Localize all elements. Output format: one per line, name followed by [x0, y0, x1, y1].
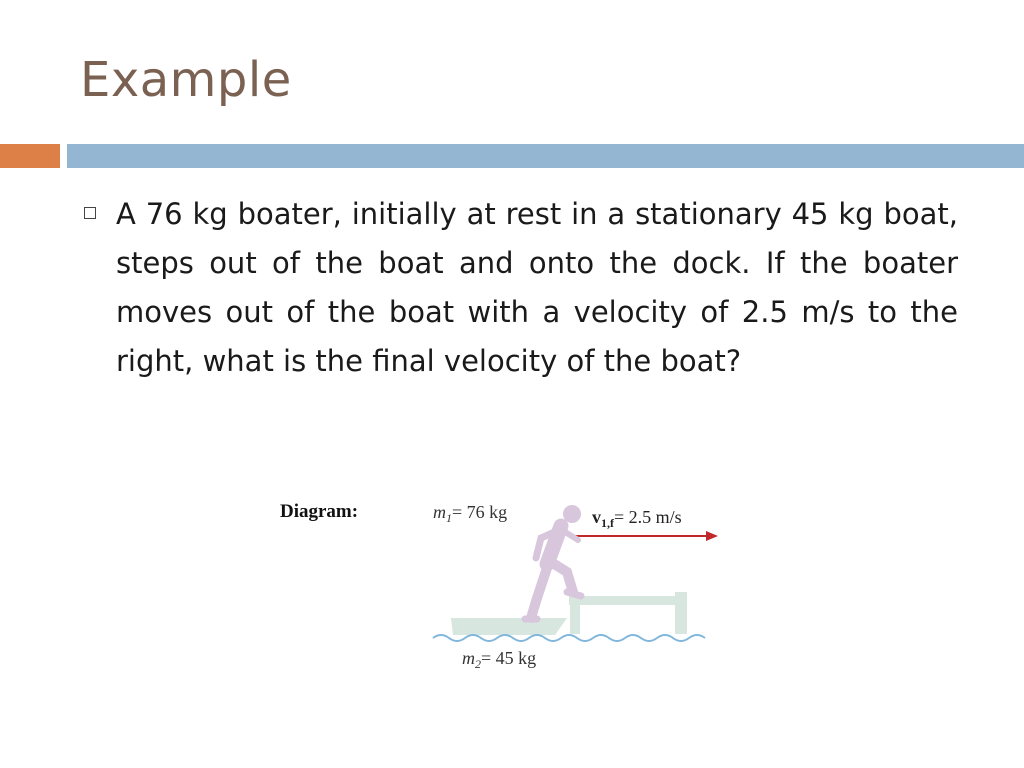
velocity-symbol: v — [592, 507, 601, 527]
velocity-label — [592, 507, 682, 530]
boat-icon — [451, 618, 567, 635]
velocity-arrow-icon — [571, 531, 718, 541]
slide-title: Example — [80, 52, 292, 108]
m2-value: = 45 kg — [481, 648, 537, 668]
m1-symbol: m — [433, 502, 446, 522]
velocity-subscript: 1,f — [601, 516, 614, 530]
m1-subscript: 1 — [446, 511, 452, 525]
m1-value: = 76 kg — [452, 502, 508, 522]
m2-label — [462, 648, 536, 671]
boater-diagram — [275, 492, 735, 682]
diagram-label: Diagram: — [280, 501, 359, 522]
title-divider-bar — [67, 144, 1024, 168]
m2-subscript: 2 — [475, 657, 481, 671]
m1-label — [433, 502, 507, 525]
hollow-square-bullet-icon — [84, 207, 96, 219]
title-accent-bar — [0, 144, 60, 168]
m2-symbol: m — [462, 648, 475, 668]
bullet-text: A 76 kg boater, initially at rest in a stationary 45 kg boat, steps out of the boat and onto the dock. If the boater moves out of the boat with a velocity of 2.5 m/s to the right, what is the final velocity of the boat? — [116, 197, 958, 378]
dock-icon — [569, 592, 687, 634]
boater-diagram-figure — [275, 492, 735, 682]
water-waves-icon — [433, 635, 705, 641]
velocity-value: = 2.5 m/s — [614, 507, 682, 527]
